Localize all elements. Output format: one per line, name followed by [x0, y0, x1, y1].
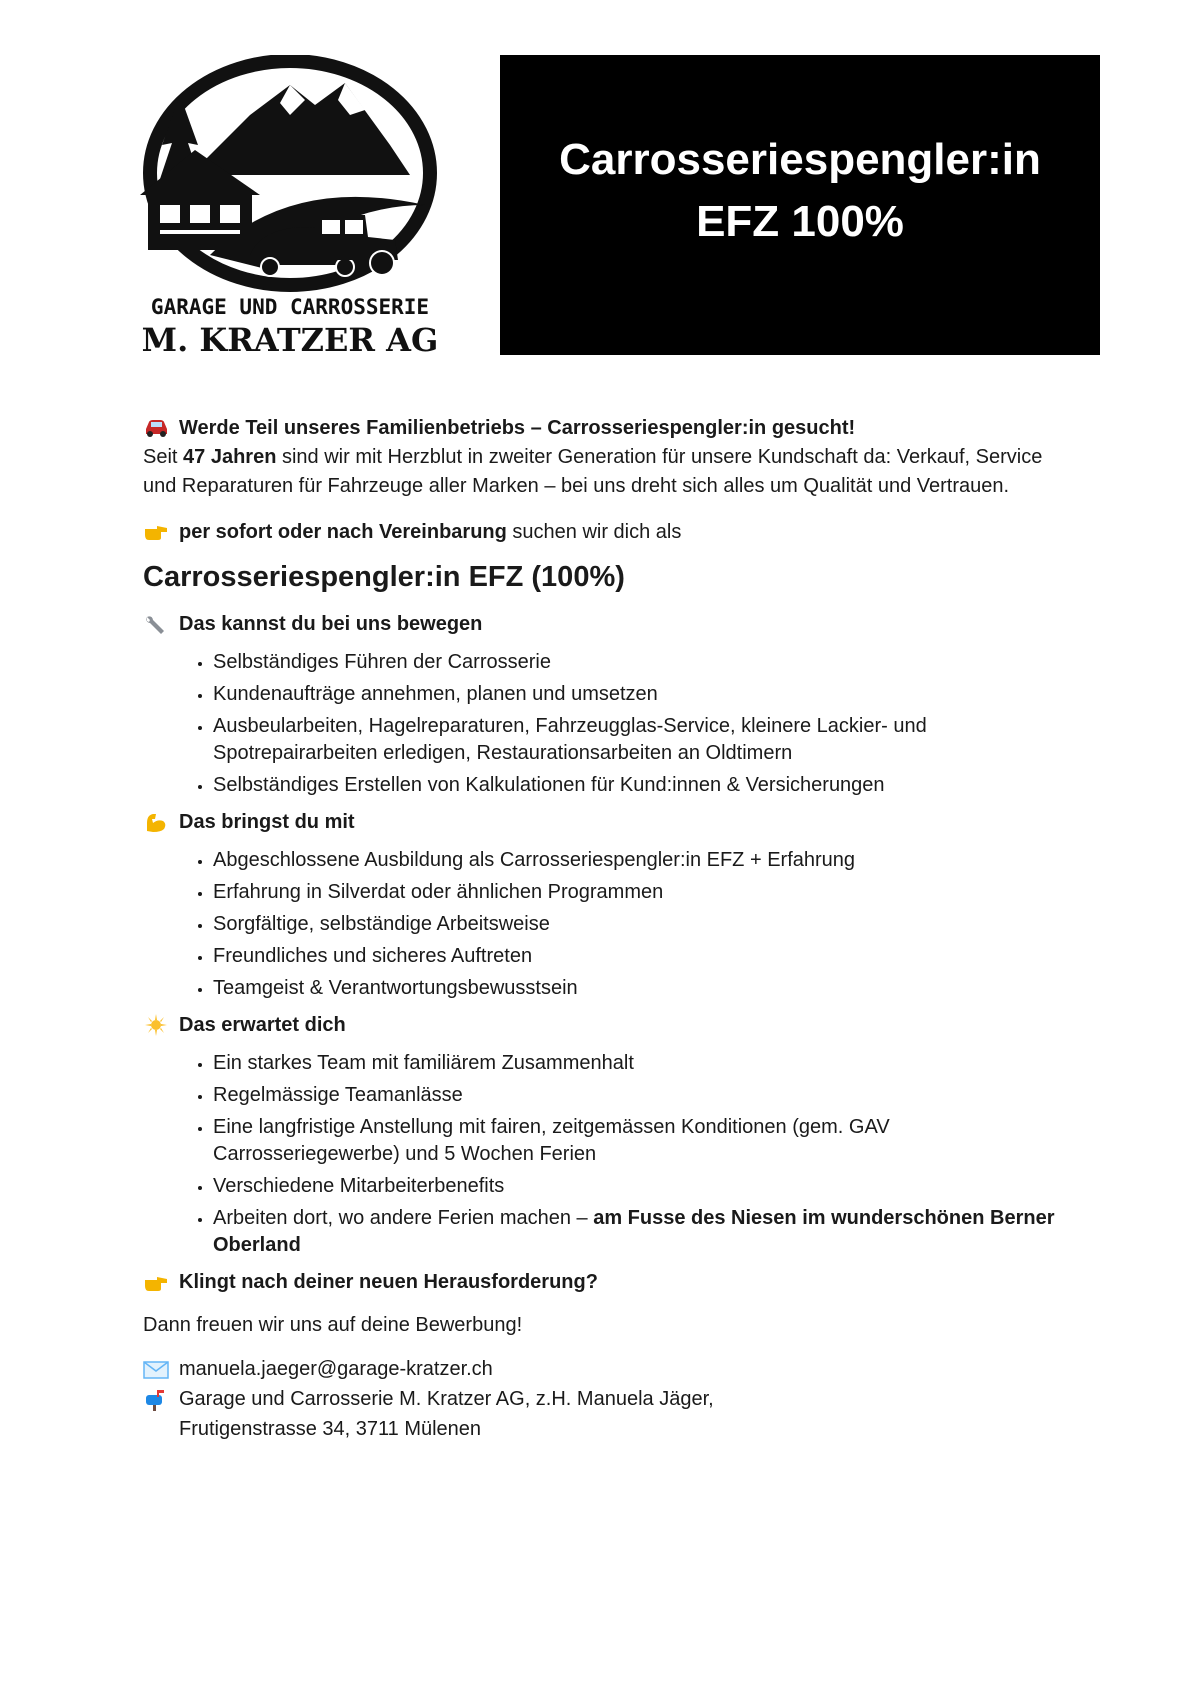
- contact-address-line1: Garage und Carrosserie M. Kratzer AG, z.H. Manuela Jäger,: [179, 1388, 714, 1410]
- wrench-icon: [143, 613, 169, 635]
- sparkle-sun-icon: [143, 1014, 169, 1036]
- list-item: • Selbständiges Erstellen von Kalkulationen für Kund:innen & Versicherungen: [213, 772, 1063, 799]
- banner-title-line2: EFZ 100%: [696, 197, 904, 246]
- pointing-hand-icon: [143, 520, 169, 542]
- contact-address: [179, 1384, 714, 1444]
- offer-heading: [143, 1008, 1063, 1042]
- start-rest: suchen wir dich als: [506, 521, 682, 543]
- list-item: • Selbständiges Führen der Carrosserie: [213, 649, 1063, 676]
- list-item: [213, 1205, 1063, 1259]
- pointing-hand-icon: [143, 1271, 169, 1293]
- offer-heading-text: Das erwartet dich: [179, 1013, 346, 1036]
- intro-years: 47 Jahren: [183, 446, 277, 468]
- contact-email-row: [143, 1354, 1063, 1384]
- list-item: • Verschiedene Mitarbeiterbenefits: [213, 1173, 1063, 1200]
- list-item: • Teamgeist & Verantwortungsbewusstsein: [213, 975, 1063, 1002]
- profile-heading-text: Das bringst du mit: [179, 810, 355, 833]
- cta-question: [143, 1265, 1063, 1299]
- list-item: • Ausbeularbeiten, Hagelreparaturen, Fahrzeugglas-Service, kleinere Lackier- und Spotrepairarbeiten erledigen, Restaurationsarbeiten an Oldtimern: [213, 713, 1063, 767]
- company-logo: [140, 55, 440, 365]
- offer-last-bold: am Fusse des Niesen im wunderschönen Berner Oberland: [213, 1207, 1055, 1256]
- contact-email[interactable]: manuela.jaeger@garage-kratzer.ch: [179, 1358, 493, 1380]
- list-item: • Freundliches und sicheres Auftreten: [213, 943, 1063, 970]
- offer-list: [143, 1050, 1063, 1259]
- list-item: • Eine langfristige Anstellung mit fairen, zeitgemässen Konditionen (gem. GAV Carrosseriegewerbe) und 5 Wochen Ferien: [213, 1114, 1063, 1168]
- list-item: • Regelmässige Teamanlässe: [213, 1082, 1063, 1109]
- logo-company-type: GARAGE UND CARROSSERIE: [150, 295, 430, 319]
- profile-heading: [143, 805, 1063, 839]
- tasks-list: [143, 649, 1063, 799]
- banner-title-line1: Carrosseriespengler:in: [559, 135, 1041, 184]
- profile-list: [143, 847, 1063, 1002]
- mailbox-icon: [143, 1389, 169, 1411]
- offer-last-plain: Arbeiten dort, wo andere Ferien machen –: [213, 1207, 594, 1229]
- start-bold: per sofort oder nach Vereinbarung: [179, 521, 507, 543]
- intro-text-rest: sind wir mit Herzblut in zweiter Generation für unsere Kundschaft da: Verkauf, Service und Reparaturen für Fahrzeuge aller Marken – bei uns dreht sich alles um Qualität und Vertrauen.: [143, 446, 1043, 497]
- cta-question-text: Klingt nach deiner neuen Herausforderung?: [179, 1270, 598, 1293]
- list-item: • Erfahrung in Silverdat oder ähnlichen Programmen: [213, 879, 1063, 906]
- list-item: • Kundenaufträge annehmen, planen und umsetzen: [213, 681, 1063, 708]
- contact-address-line2: Frutigenstrasse 34, 3711 Mülenen: [179, 1418, 482, 1440]
- list-item: • Ein starkes Team mit familiärem Zusammenhalt: [213, 1050, 1063, 1077]
- intro-headline-text: Werde Teil unseres Familienbetriebs – Carrosseriespengler:in gesucht!: [179, 417, 856, 439]
- logo-company-name: M. KRATZER AG: [141, 321, 439, 359]
- tasks-heading-text: Das kannst du bei uns bewegen: [179, 612, 483, 635]
- list-item: • Abgeschlossene Ausbildung als Carrosseriespengler:in EFZ + Erfahrung: [213, 847, 1063, 874]
- contact-address-row: [143, 1384, 1063, 1444]
- car-icon: [143, 416, 169, 438]
- flexed-biceps-icon: [143, 811, 169, 833]
- list-item: • Sorgfältige, selbständige Arbeitsweise: [213, 911, 1063, 938]
- logo-emblem: [140, 55, 440, 295]
- intro-text: [143, 443, 1063, 501]
- job-title-banner: [500, 55, 1100, 355]
- position-title: Carrosseriespengler:in EFZ (100%): [143, 561, 625, 593]
- cta-text: Dann freuen wir uns auf deine Bewerbung!: [143, 1314, 523, 1336]
- intro-text-start: Seit: [143, 446, 184, 468]
- job-description: [143, 414, 1063, 1444]
- envelope-icon: [143, 1359, 169, 1381]
- intro-headline: [143, 414, 1063, 443]
- start-line: [143, 518, 1063, 547]
- tasks-heading: [143, 607, 1063, 641]
